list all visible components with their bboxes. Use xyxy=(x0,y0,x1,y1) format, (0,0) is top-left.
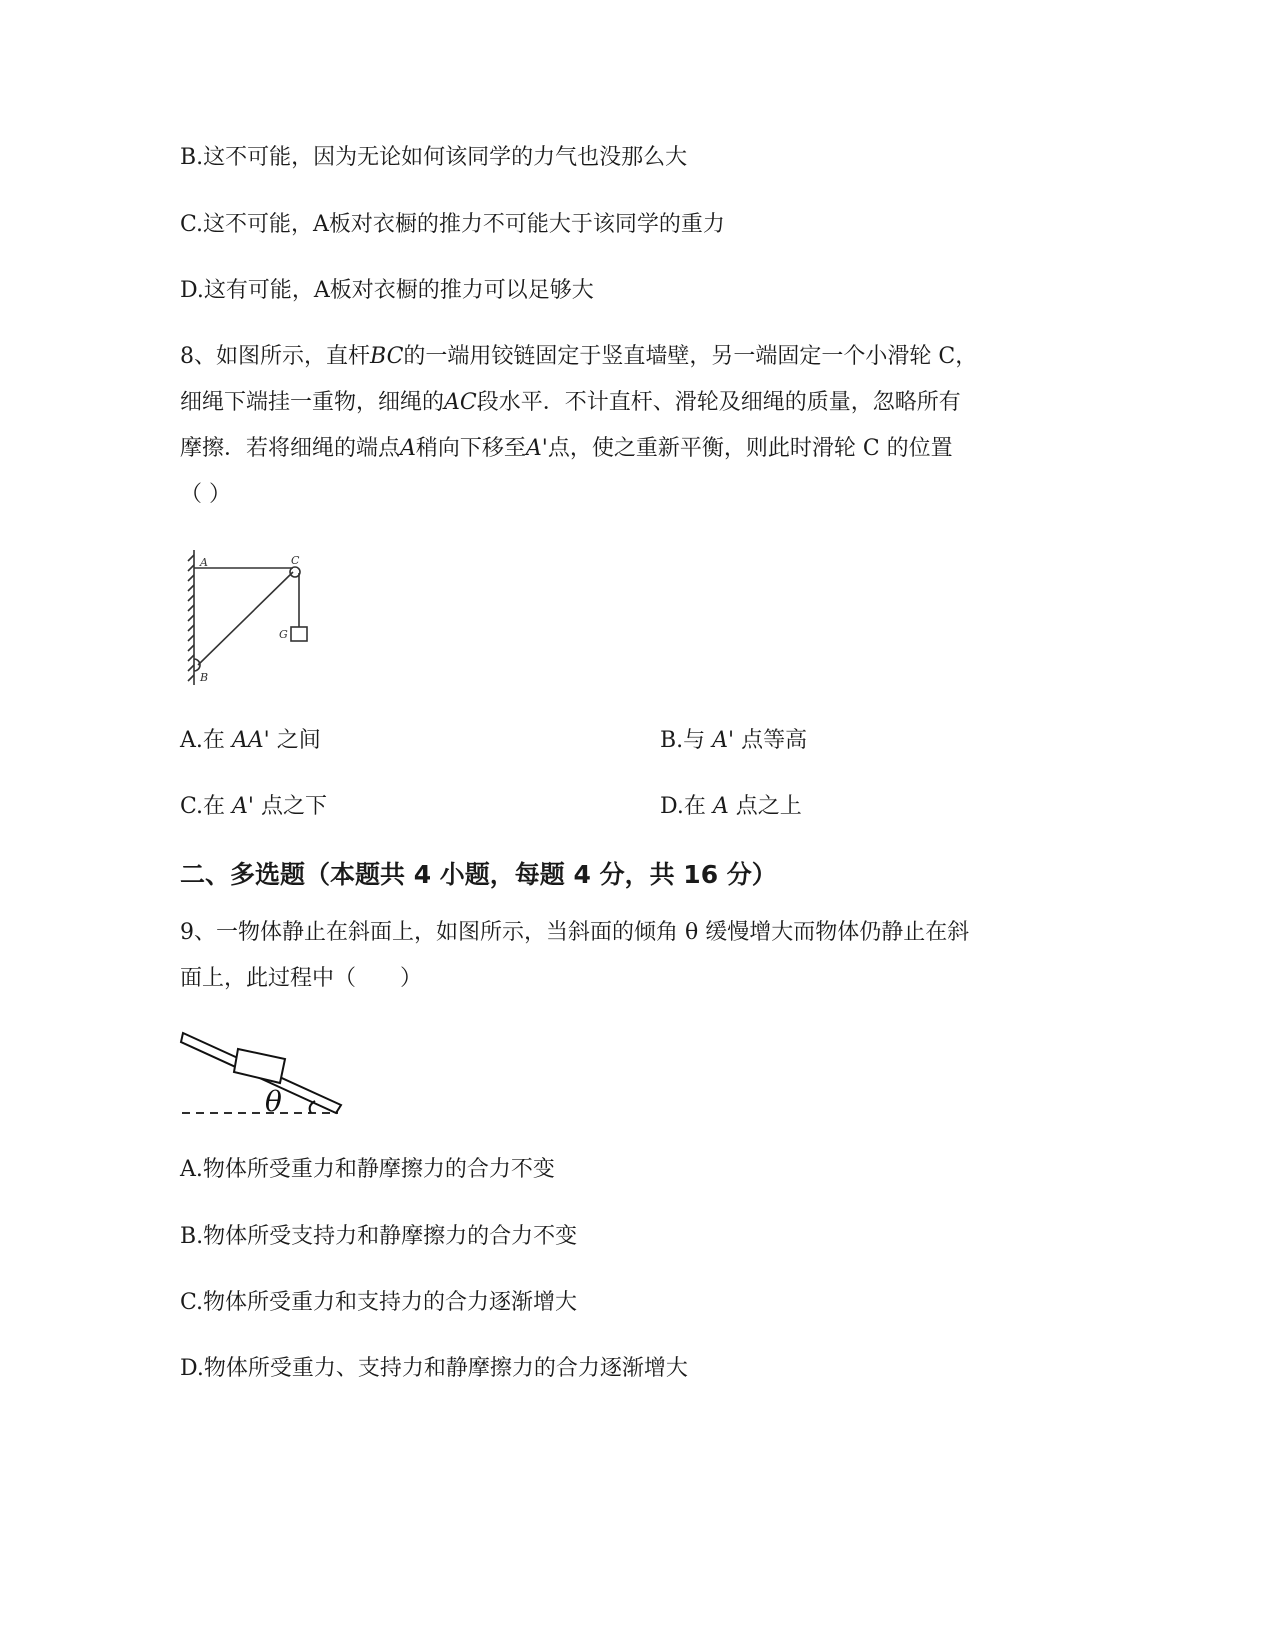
label-a: A xyxy=(200,556,208,569)
section-2-heading: 二、多选题（本题共 4 小题，每题 4 分，共 16 分） xyxy=(180,860,777,889)
q8-stem-line-1: 8、如图所示，直杆BC的一端用铰链固定于竖直墙壁，另一端固定一个小滑轮 C， xyxy=(180,344,978,369)
q9-option-d: D.物体所受重力、支持力和静摩擦力的合力逐渐增大 xyxy=(180,1356,688,1381)
q8-option-d: D.在 A 点之上 xyxy=(660,794,802,819)
block xyxy=(234,1049,285,1083)
label-g: G xyxy=(279,628,288,641)
q9-stem-line-2: 面上，此过程中（ ） xyxy=(180,966,423,991)
q8-stem-line-3: 摩擦．若将细绳的端点A稍向下移至A'点，使之重新平衡，则此时滑轮 C 的位置 xyxy=(180,436,953,461)
q8-pulley-figure xyxy=(180,545,320,690)
q9-option-a: A.物体所受重力和静摩擦力的合力不变 xyxy=(180,1157,555,1182)
q8-option-c: C.在 A' 点之下 xyxy=(180,794,327,819)
q8-stem-line-4: （ ） xyxy=(180,482,231,507)
q7-option-c: C.这不可能，A板对衣橱的推力不可能大于该同学的重力 xyxy=(180,212,725,237)
label-b: B xyxy=(200,671,209,684)
rod-bc xyxy=(198,572,293,665)
weight-g xyxy=(291,627,307,641)
q8-stem-line-2: 细绳下端挂一重物，细绳的AC段水平．不计直杆、滑轮及细绳的质量，忽略所有 xyxy=(180,390,961,415)
q9-option-c: C.物体所受重力和支持力的合力逐渐增大 xyxy=(180,1290,578,1315)
q9-stem-line-1: 9、一物体静止在斜面上，如图所示，当斜面的倾角 θ 缓慢增大而物体仍静止在斜 xyxy=(180,920,970,945)
theta-label: θ xyxy=(265,1085,282,1118)
label-c: C xyxy=(291,554,300,567)
q7-option-d: D.这有可能，A板对衣橱的推力可以足够大 xyxy=(180,278,594,303)
q7-option-b: B.这不可能，因为无论如何该同学的力气也没那么大 xyxy=(180,145,688,170)
q9-incline-figure xyxy=(178,1025,348,1120)
q8-option-b: B.与 A' 点等高 xyxy=(660,728,808,753)
q9-option-b: B.物体所受支持力和静摩擦力的合力不变 xyxy=(180,1224,578,1249)
q8-option-a: A.在 AA' 之间 xyxy=(180,728,321,753)
wall-hatching xyxy=(188,555,194,681)
